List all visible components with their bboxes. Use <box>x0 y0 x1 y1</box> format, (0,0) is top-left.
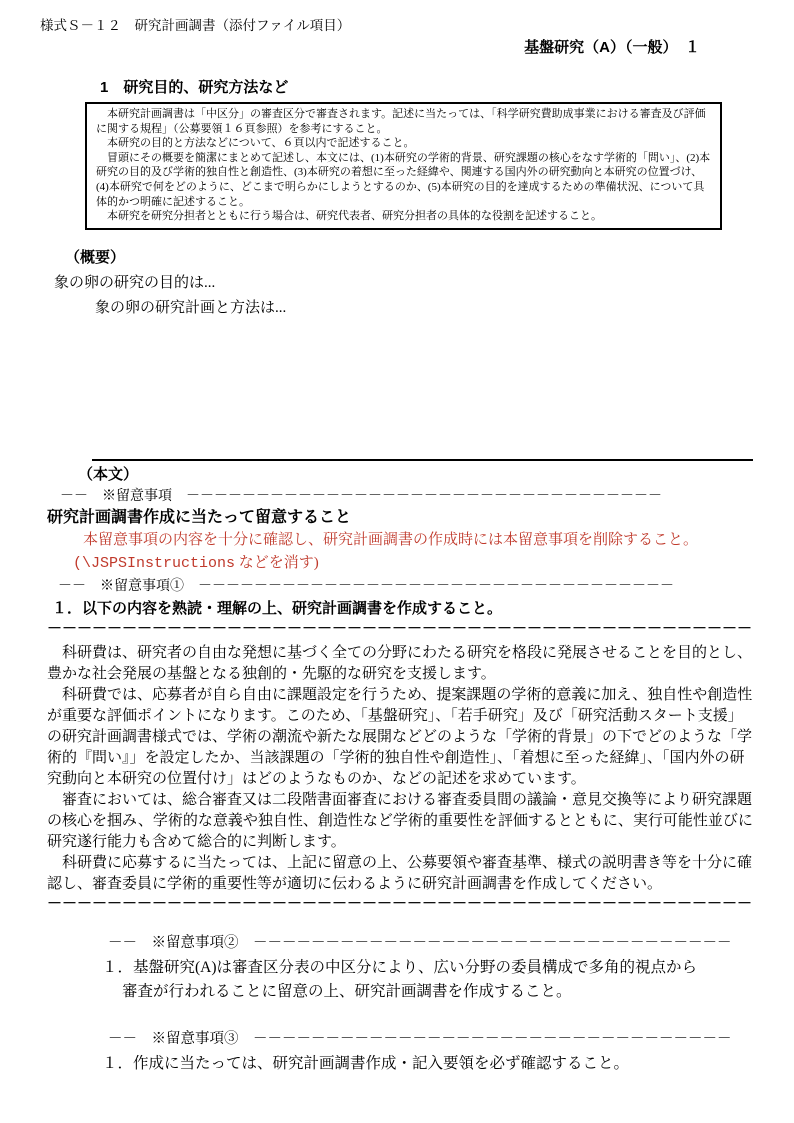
note2-item-line: 審査が行われることに留意の上、研究計画調書を作成すること。 <box>122 983 572 1000</box>
instruction-paragraph: 本研究計画調書は「中区分」の審査区分で審査されます。記述に当たっては、「科学研究費助成事業における審査及び評価に関する規程」（公募要領１６頁参照）を参考にすること。 <box>96 108 706 135</box>
instruction-paragraph: 冒頭にその概要を簡潔にまとめて記述し、本文には、(1)本研究の学術的背景、研究課題の核心をなす学術的「問い」、(2)本研究の目的及び学術的独自性と創造性、(3)本研究の着想に至った経緯や、関連する国内外の研究動向と本研究の位置づけ、(4)本研究で何をどのように、どこまで明らかにしようとするのか、(5)本研究の目的を達成するための準備状況、について具体的かつ明確に記述すること。 <box>96 151 711 208</box>
red-warning-line: 本留意事項の内容を十分に確認し、研究計画調書の作成時には本留意事項を削除すること。 <box>83 532 699 548</box>
research-category-header: 基盤研究（A）（一般） １ <box>524 39 700 56</box>
notes-heading: 研究計画調書作成に当たって留意すること <box>47 509 352 526</box>
overview-line: 象の卵の研究の目的は... <box>54 275 216 291</box>
main-text-section <box>47 459 755 1076</box>
kakenhi-paragraph: 科研費は、研究者の自由な発想に基づく全ての分野にわたる研究を格段に発展させることを目的とし、豊かな社会発展の基盤となる独創的・先駆的な研究を支援します。 <box>47 644 753 682</box>
kakenhi-paragraphs <box>47 642 755 894</box>
overview-line: 象の卵の研究計画と方法は... <box>95 300 287 316</box>
note3-divider-line: －－ ※留意事項③ －－－－－－－－－－－－－－－－－－－－－－－－－－－－－－－－－ <box>108 1031 732 1047</box>
note2-item-line: １．基盤研究(A)は審査区分表の中区分により、広い分野の委員構成で多角的視点から <box>102 959 698 976</box>
section-divider: －－－－－－－－－－－－－－－－－－－－－－－－－－－－－－－－－－－－－－－－－－－－－－－ <box>47 621 753 637</box>
section-title: 1 研究目的、研究方法など <box>100 79 289 96</box>
overview-section <box>54 246 286 317</box>
jsps-code-text: (\JSPSInstructions <box>73 555 236 572</box>
jsps-instruction-note <box>73 553 755 574</box>
instruction-paragraph: 本研究の目的と方法などについて、６頁以内で記述すること。 <box>96 137 415 150</box>
kakenhi-paragraph: 審査においては、総合審査又は二段階書面審査における審査委員間の議論・意見交換等により研究課題の核心を掴み、学術的な意義や独自性、創造性など学術的重要性を評価するとともに、実行可能性並びに研究遂行能力も含めて総合的に判断します。 <box>47 791 753 850</box>
note2-block <box>102 934 755 1004</box>
kakenhi-paragraph: 科研費では、応募者が自ら自由に課題設定を行うため、提案課題の学術的意義に加え、独自性や創造性が重要な評価ポイントになります。このため、「基盤研究」、「若手研究」及び「研究活動スタート支援」の研究計画調書様式では、学術の潮流や新たな展開などどのような「学術的背景」の下でどのような「学術的『問い』」を設定したか、当該課題の「学術的独自性や創造性」、「着想に至った経緯」、「国内外の研究動向と本研究の位置付け」はどのようなものか、などの記述を求めています。 <box>47 686 753 787</box>
section-divider: －－－－－－－－－－－－－－－－－－－－－－－－－－－－－－－－－－－－－－－－－－－－－－－ <box>47 896 753 912</box>
overview-label: （概要） <box>65 249 126 266</box>
instruction-box <box>85 102 722 230</box>
note3-block <box>102 1030 755 1076</box>
instruction-paragraph: 本研究を研究分担者とともに行う場合は、研究代表者、研究分担者の具体的な役割を記述すること。 <box>96 210 602 223</box>
note2-divider-line: －－ ※留意事項② －－－－－－－－－－－－－－－－－－－－－－－－－－－－－－－－－ <box>108 935 732 951</box>
note1-divider-line: －－ ※留意事項① －－－－－－－－－－－－－－－－－－－－－－－－－－－－－－－－－－ <box>58 579 674 594</box>
note-divider-line: －－ ※留意事項 －－－－－－－－－－－－－－－－－－－－－－－－－－－－－－－－－－ <box>60 489 662 504</box>
horizontal-rule <box>92 459 753 461</box>
note1-item: １．以下の内容を熟読・理解の上、研究計画調書を作成すること。 <box>52 600 503 617</box>
jsps-code-rest: などを消す) <box>235 555 319 571</box>
form-code-label: 様式Ｓ－１２ 研究計画調書（添付ファイル項目） <box>40 18 351 33</box>
note3-item: １．作成に当たっては、研究計画調書作成・記入要領を必ず確認すること。 <box>102 1055 630 1072</box>
body-label: （本文） <box>78 466 139 483</box>
kakenhi-paragraph: 科研費に応募するに当たっては、上記に留意の上、公募要領や審査基準、様式の説明書き等を十分に確認し、審査委員に学術的重要性等が適切に伝わるように研究計画調書を作成してください。 <box>47 854 753 892</box>
